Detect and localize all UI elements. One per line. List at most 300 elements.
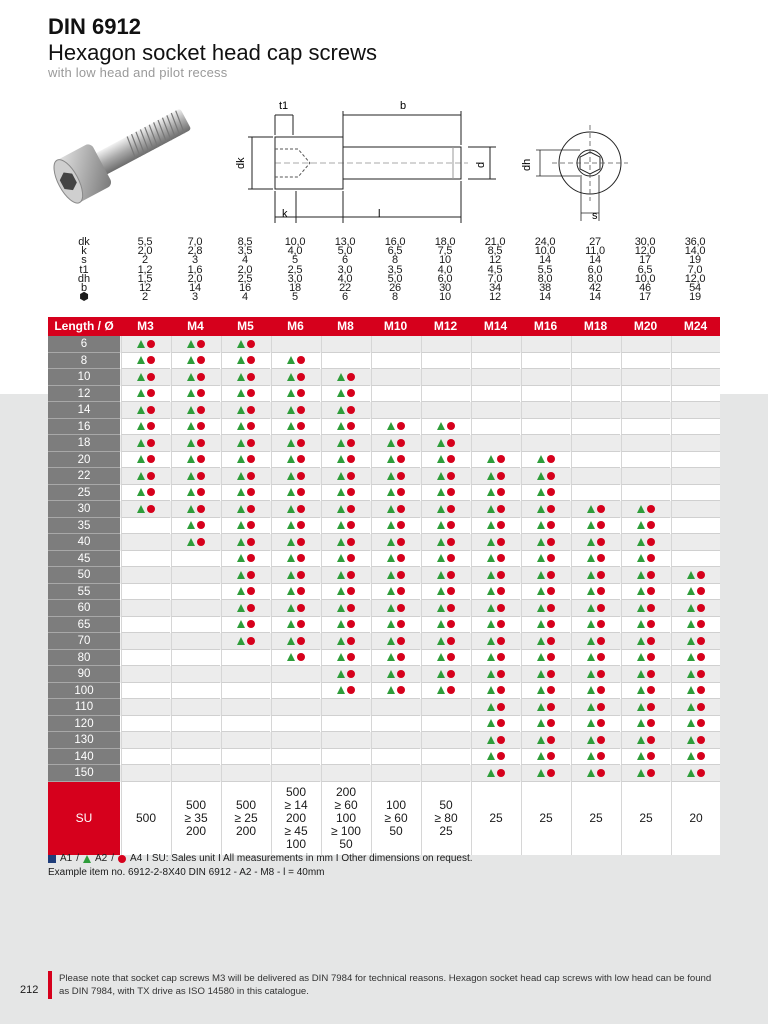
a4-dot-icon [247,472,255,480]
a2-triangle-icon [487,472,495,480]
legend-a2: A2 [95,853,108,864]
availability-cell [321,435,370,452]
availability-cell [571,369,620,386]
label-dh: dh [521,158,533,171]
availability-cell [471,666,520,683]
a4-dot-icon [197,538,205,546]
a4-dot-icon [447,422,455,430]
a4-dot-icon [597,653,605,661]
a2-triangle-icon [337,637,345,645]
footnote: Please note that socket cap screws M3 will be delivered as DIN 7984 for technical reasons. Hexagon socket head cap screws with low head can be found as DIN 7984, with TX drive as ISO 14580 in this catalogue. [59,973,712,997]
a4-dot-icon [347,637,355,645]
dimension-value: 6,5 [387,245,403,258]
availability-cell [171,435,220,452]
availability-cell [121,666,170,683]
availability-cell [671,716,720,733]
a2-triangle-icon [137,505,145,513]
dimension-value: 2,0 [137,245,153,258]
label-l: l [378,208,381,220]
a2-triangle-icon [337,620,345,628]
dimensions-table [48,238,720,302]
a4-dot-icon [447,505,455,513]
a2-triangle-icon [687,719,695,727]
a2-triangle-icon [437,637,445,645]
availability-cell [221,683,270,700]
availability-cell [521,501,570,518]
a2-triangle-icon [137,356,145,364]
availability-cell [271,666,320,683]
a4-dot-icon [647,769,655,777]
availability-cell [321,386,370,403]
availability-cell [621,518,670,535]
dimension-value: 5,5 [537,263,553,276]
availability-cell [671,732,720,749]
a2-triangle-icon [337,554,345,562]
dimension-value: 5,0 [337,245,353,258]
a2-triangle-icon [237,587,245,595]
availability-cell [471,765,520,782]
a4-dot-icon [147,373,155,381]
a2-triangle-icon [587,571,595,579]
availability-cell [421,633,470,650]
availability-cell [121,518,170,535]
a2-triangle-icon [537,670,545,678]
length-cell: 40 [48,534,120,551]
a2-triangle-icon [287,439,295,447]
example-item: Example item no. 6912-2-8X40 DIN 6912 - A2 - M8 - l = 40mm [48,867,325,878]
sales-unit-line: 20 [689,810,703,825]
a2-triangle-icon [237,505,245,513]
dimension-value: 5 [292,291,298,304]
a2-triangle-icon [487,670,495,678]
dimension-value: 2,0 [237,263,253,276]
column-header: M16 [533,319,558,333]
a4-dot-icon [347,406,355,414]
a4-dot-icon [297,472,305,480]
a4-dot-icon [497,620,505,628]
a2-triangle-icon [437,587,445,595]
a2-triangle-icon [287,373,295,381]
column-header: M20 [633,319,658,333]
a4-dot-icon [247,356,255,364]
a2-triangle-icon [287,521,295,529]
a4-dot-icon [347,521,355,529]
a2-triangle-icon [187,505,195,513]
availability-cell [471,551,520,568]
availability-cell [421,683,470,700]
availability-cell [671,353,720,370]
a4-dot-icon [397,571,405,579]
dimension-value: 42 [589,281,601,294]
a4-dot-icon [547,472,555,480]
a2-triangle-icon [687,620,695,628]
sales-unit-line: ≥ 35 [184,810,208,825]
length-cell: 16 [48,419,120,436]
a2-triangle-icon [637,521,645,529]
table-row [48,650,720,667]
availability-cell [321,650,370,667]
availability-cell [121,749,170,766]
availability-cell [571,650,620,667]
a4-dot-icon [697,587,705,595]
a2-triangle-icon [487,455,495,463]
availability-cell [171,402,220,419]
availability-cell [221,567,270,584]
table-row [48,452,720,469]
dimension-label: s [81,254,87,267]
a2-triangle-icon [537,538,545,546]
availability-cell [471,518,520,535]
a4-dot-icon [147,488,155,496]
dimension-value: 4,0 [287,245,303,258]
dimension-value: 21,0 [484,236,506,248]
availability-cell [221,501,270,518]
a4-dot-icon [197,340,205,348]
column-header: M12 [433,319,458,333]
a2-triangle-icon [137,472,145,480]
a4-dot-icon [397,538,405,546]
label-s: s [592,210,598,222]
availability-cell [271,633,320,650]
a4-dot-icon [647,554,655,562]
availability-cell [521,749,570,766]
a4-dot-icon [647,587,655,595]
dimension-value: 26 [389,281,401,294]
availability-cell [521,402,570,419]
availability-cell [571,567,620,584]
a4-dot-icon [197,488,205,496]
availability-cell [571,551,620,568]
dimension-value: 17 [639,254,651,267]
length-cell: 90 [48,666,120,683]
dimension-row [48,293,720,302]
a2-triangle-icon [187,472,195,480]
availability-cell [471,633,520,650]
availability-cell [371,633,420,650]
availability-cell [421,369,470,386]
dimension-value: 6 [342,254,348,267]
availability-cell [521,468,570,485]
a2-triangle-icon [587,670,595,678]
a4-dot-icon [397,505,405,513]
availability-cell [671,666,720,683]
a4-dot-icon [118,855,126,863]
a2-triangle-icon [537,719,545,727]
label-t1: t1 [279,100,289,112]
a4-dot-icon [597,752,605,760]
a4-dot-icon [697,686,705,694]
availability-cell [421,402,470,419]
a4-dot-icon [397,653,405,661]
sales-unit-line: ≥ 60 [334,797,358,812]
dimension-label: dh [77,272,91,285]
sales-unit-line: ≥ 25 [234,810,258,825]
availability-cell [271,518,320,535]
a2-triangle-icon [537,472,545,480]
table-row [48,369,720,386]
a4-dot-icon [497,554,505,562]
a4-dot-icon [397,472,405,480]
page-subtitle: with low head and pilot recess [48,65,228,80]
a4-dot-icon [297,373,305,381]
dimension-value: 2,5 [287,263,303,276]
availability-cell [471,336,520,353]
a2-triangle-icon [387,439,395,447]
availability-cell [421,650,470,667]
a4-dot-icon [647,736,655,744]
availability-cell [321,501,370,518]
a2-triangle-icon [437,620,445,628]
availability-cell [421,518,470,535]
dimension-value: 7,0 [687,263,703,276]
a4-dot-icon [347,686,355,694]
availability-cell [421,353,470,370]
a2-triangle-icon [537,686,545,694]
availability-cell [521,452,570,469]
a2-triangle-icon [437,554,445,562]
availability-cell [671,683,720,700]
availability-cell [171,353,220,370]
availability-cell [471,468,520,485]
availability-cell [371,683,420,700]
a4-dot-icon [347,439,355,447]
table-row [48,501,720,518]
a4-dot-icon [647,703,655,711]
availability-cell [471,419,520,436]
length-cell: 14 [48,402,120,419]
a2-triangle-icon [687,587,695,595]
a2-triangle-icon [83,855,91,863]
a4-dot-icon [597,719,605,727]
a2-triangle-icon [337,439,345,447]
a2-triangle-icon [687,653,695,661]
table-row [48,518,720,535]
a2-triangle-icon [287,356,295,364]
availability-cell [571,765,620,782]
availability-cell [421,551,470,568]
availability-cell [271,584,320,601]
a2-triangle-icon [237,373,245,381]
a2-triangle-icon [487,521,495,529]
dimension-value: 14 [589,291,601,304]
table-row [48,336,720,353]
availability-cell [671,699,720,716]
availability-cell [271,600,320,617]
dimension-label: t1 [79,263,89,276]
length-cell: 30 [48,501,120,518]
product-code: DIN 6912 [48,14,141,39]
availability-cell [321,716,370,733]
length-cell: 18 [48,435,120,452]
a2-triangle-icon [387,587,395,595]
availability-cell [371,600,420,617]
su-label: SU [48,782,120,855]
availability-cell [271,369,320,386]
a2-triangle-icon [337,571,345,579]
table-row [48,485,720,502]
sales-unit-row [48,782,720,855]
dimension-value: 12,0 [634,245,656,258]
availability-cell [171,699,220,716]
a4-dot-icon [347,653,355,661]
a2-triangle-icon [237,472,245,480]
availability-cell [221,435,270,452]
availability-cell [321,617,370,634]
a2-triangle-icon [537,752,545,760]
dimension-value: 8 [392,254,398,267]
table-row [48,353,720,370]
availability-cell [471,369,520,386]
availability-cell [221,699,270,716]
a4-dot-icon [247,340,255,348]
dimension-value: 14 [539,254,551,267]
a2-triangle-icon [387,538,395,546]
availability-cell [471,353,520,370]
availability-cell [121,435,170,452]
sales-unit-cell [271,782,320,855]
a2-triangle-icon [587,653,595,661]
column-header: M24 [683,319,708,333]
a2-triangle-icon [487,703,495,711]
availability-cell [571,534,620,551]
availability-cell [571,336,620,353]
a4-dot-icon [397,620,405,628]
a4-dot-icon [247,604,255,612]
sales-unit-line: 25 [589,810,603,825]
availability-cell [221,534,270,551]
availability-cell [371,468,420,485]
availability-cell [271,551,320,568]
a2-triangle-icon [587,703,595,711]
availability-cell [321,485,370,502]
availability-cell [371,765,420,782]
availability-cell [471,386,520,403]
dimension-value: 12,0 [684,272,706,285]
a2-triangle-icon [237,389,245,397]
dimension-value: 22 [339,281,351,294]
dimension-value: 16,0 [384,236,406,248]
availability-cell [571,435,620,452]
length-cell: 45 [48,551,120,568]
a4-dot-icon [697,719,705,727]
availability-cell [271,567,320,584]
a2-triangle-icon [237,521,245,529]
availability-cell [521,369,570,386]
dimension-value: 6,0 [437,272,453,285]
label-dk: dk [235,157,247,169]
availability-cell [121,699,170,716]
availability-cell [571,518,620,535]
a2-triangle-icon [237,488,245,496]
a2-triangle-icon [487,620,495,628]
availability-cell [221,551,270,568]
a4-dot-icon [597,736,605,744]
a2-triangle-icon [637,752,645,760]
availability-cell [421,716,470,733]
availability-cell [671,336,720,353]
availability-cell [571,353,620,370]
a4-dot-icon [147,340,155,348]
a4-dot-icon [297,637,305,645]
a2-triangle-icon [287,571,295,579]
availability-cell [571,633,620,650]
availability-cell [371,732,420,749]
legend-a4: A4 [130,853,143,864]
dimension-value: 4,0 [437,263,453,276]
availability-cell [371,551,420,568]
a4-dot-icon [397,422,405,430]
availability-cell [621,419,670,436]
availability-cell [521,435,570,452]
availability-cell [371,353,420,370]
sales-unit-cell [371,782,420,855]
a4-dot-icon [347,571,355,579]
a4-dot-icon [397,637,405,645]
availability-cell [521,732,570,749]
table-row [48,617,720,634]
dimension-value: 16 [239,281,251,294]
a2-triangle-icon [587,604,595,612]
a2-triangle-icon [487,637,495,645]
availability-cell [271,534,320,551]
a4-dot-icon [397,670,405,678]
dimension-value: 8,5 [487,245,503,258]
a4-dot-icon [147,439,155,447]
a2-triangle-icon [187,488,195,496]
availability-cell [571,683,620,700]
a2-triangle-icon [587,752,595,760]
availability-cell [221,452,270,469]
a2-triangle-icon [587,686,595,694]
dimension-value: 8,5 [237,236,253,248]
availability-cell [521,353,570,370]
a4-dot-icon [647,670,655,678]
a2-triangle-icon [237,356,245,364]
availability-cell [221,468,270,485]
a4-dot-icon [497,604,505,612]
dimension-value: 1,6 [187,263,203,276]
a2-triangle-icon [637,769,645,777]
availability-cell [471,600,520,617]
legend-a1: A1 [60,853,73,864]
availability-cell [521,567,570,584]
dimension-value: 7,0 [487,272,503,285]
availability-cell [521,336,570,353]
availability-cell [521,551,570,568]
availability-cell [171,683,220,700]
a4-dot-icon [497,686,505,694]
availability-cell [221,419,270,436]
a4-dot-icon [397,455,405,463]
availability-cell [271,501,320,518]
a4-dot-icon [347,620,355,628]
dimension-value: 4 [242,291,248,304]
availability-cell [621,501,670,518]
table-row [48,534,720,551]
a4-dot-icon [497,703,505,711]
availability-cell [321,666,370,683]
a4-dot-icon [547,521,555,529]
a4-dot-icon [147,422,155,430]
label-d: d [475,161,487,168]
a4-dot-icon [197,455,205,463]
availability-cell [121,765,170,782]
a2-triangle-icon [387,637,395,645]
availability-cell [571,699,620,716]
a2-triangle-icon [687,769,695,777]
a2-triangle-icon [637,637,645,645]
a4-dot-icon [497,455,505,463]
